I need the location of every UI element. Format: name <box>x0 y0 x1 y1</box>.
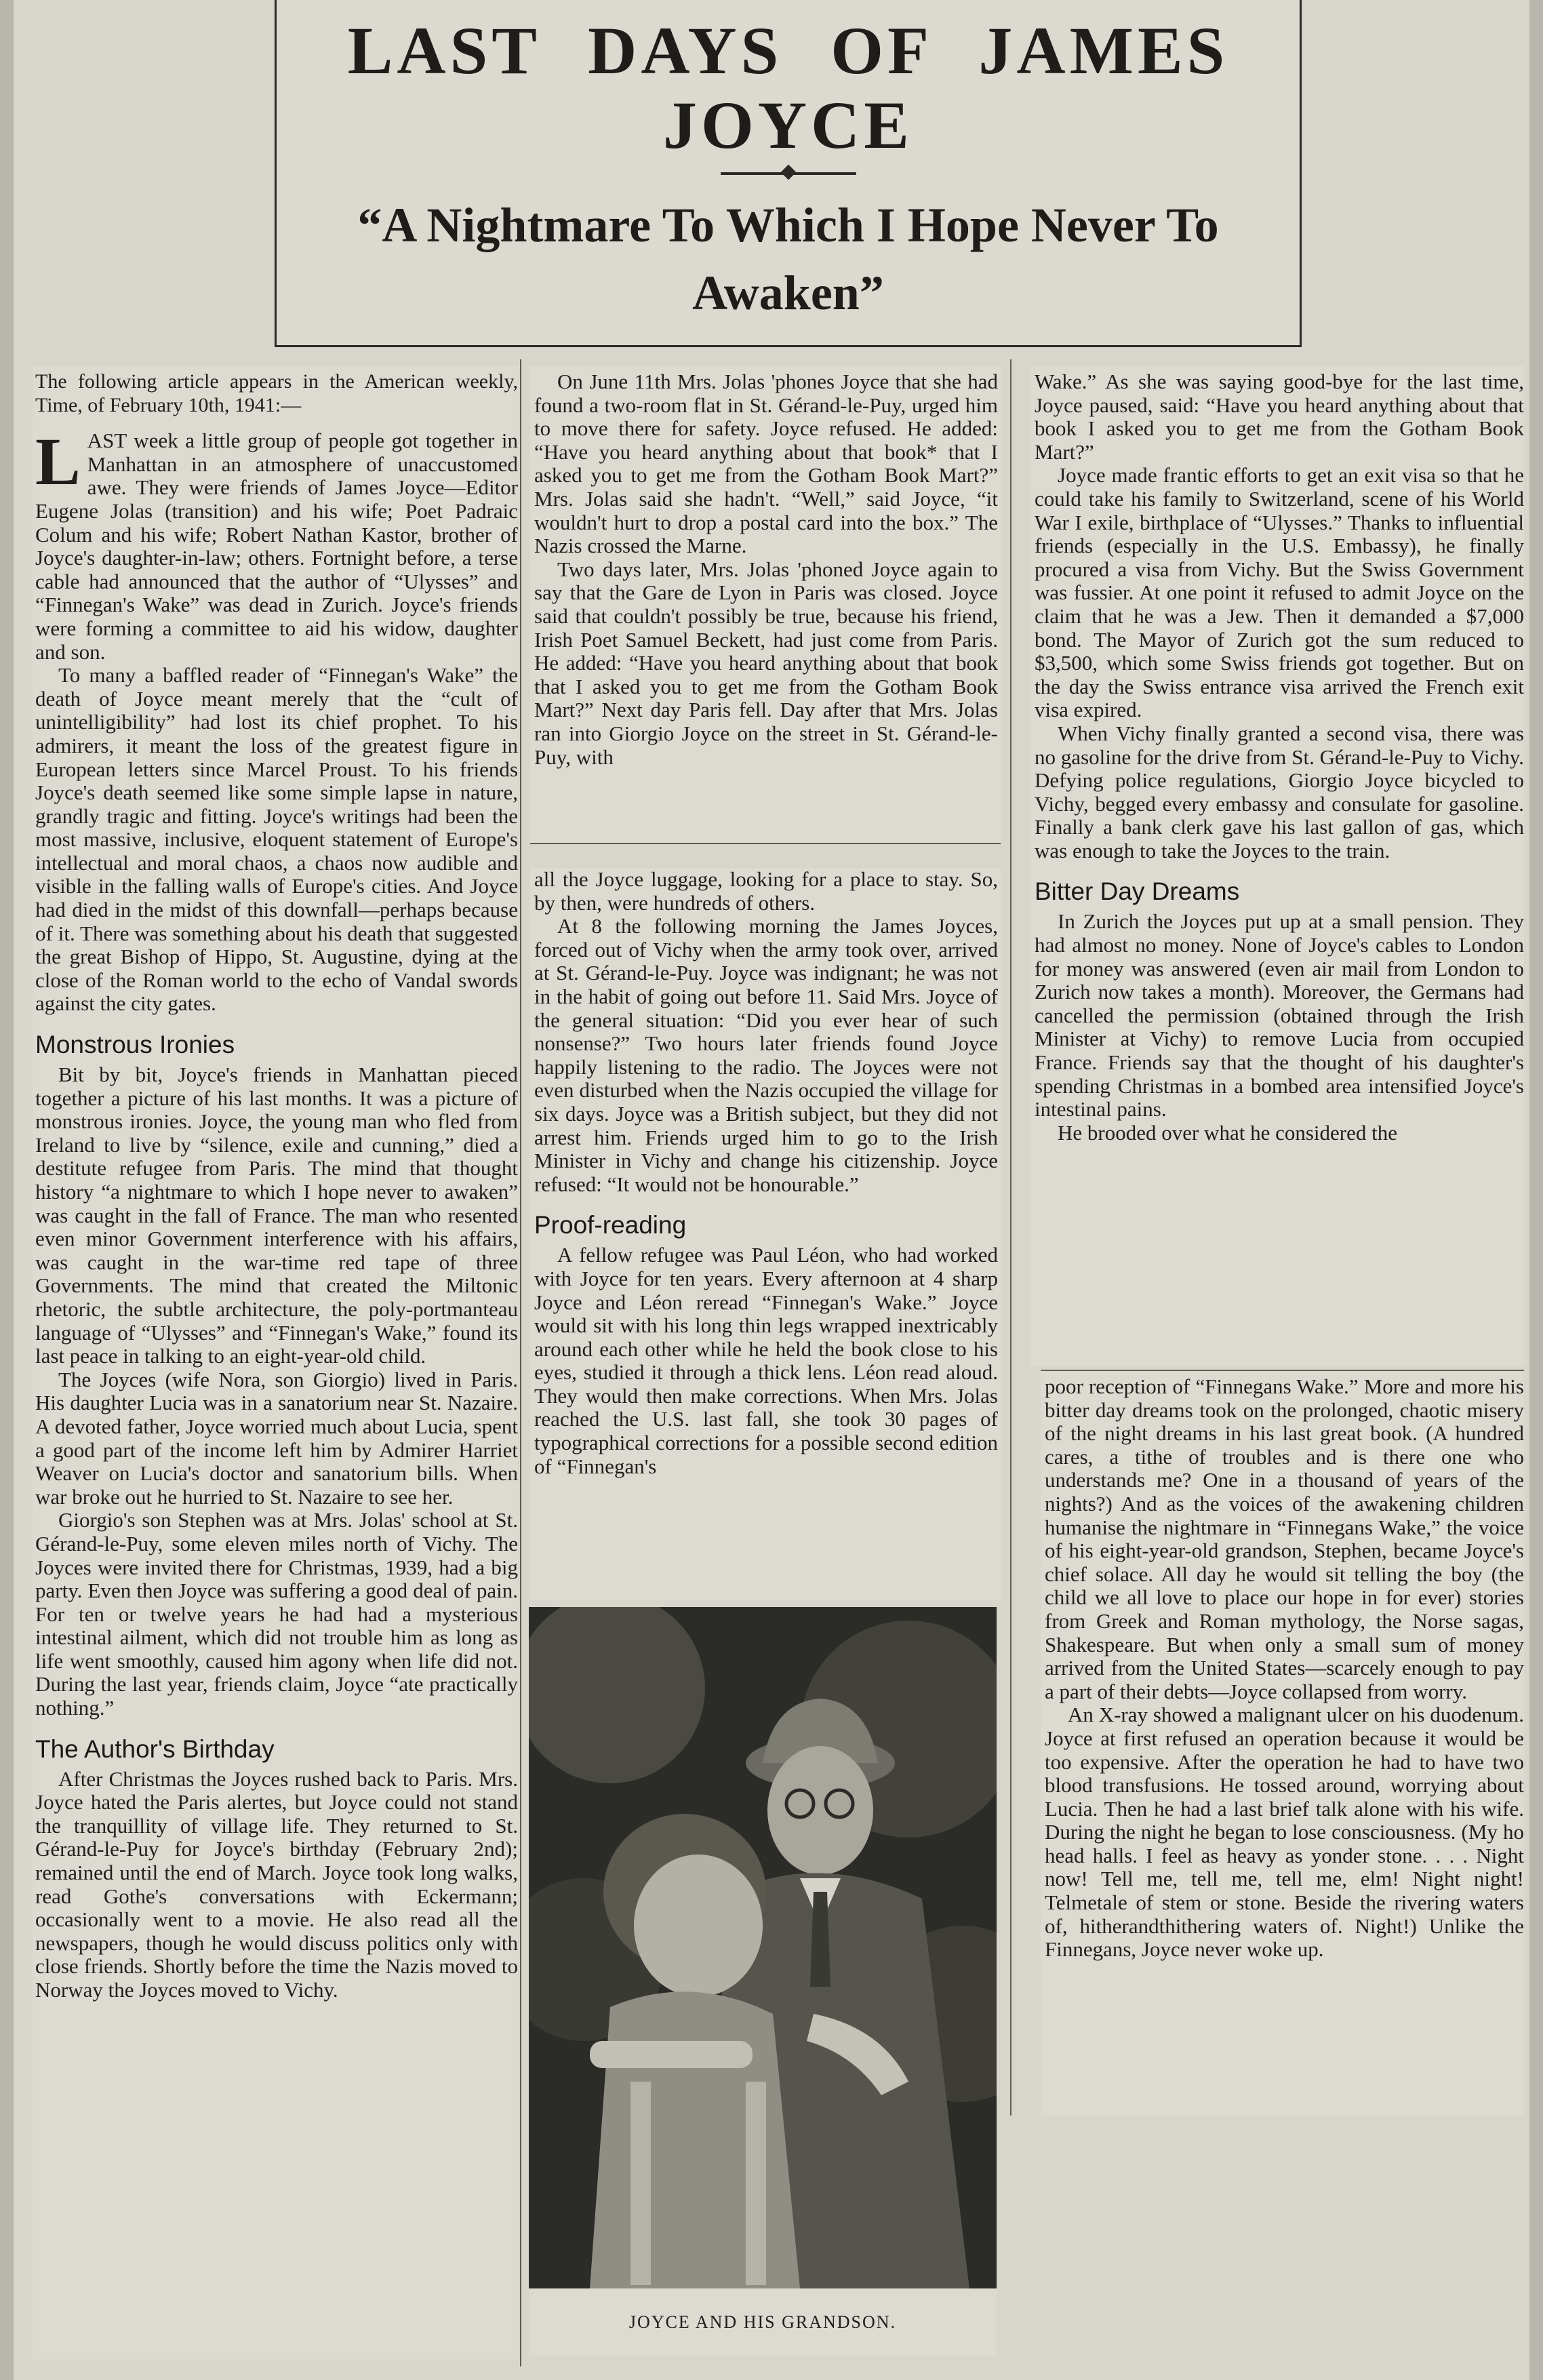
photo-illustration <box>529 1607 997 2288</box>
col3-bottom-paragraph-1: poor reception of “Finnegans Wake.” More and more his bitter day dreams took on the prolonged, chaotic misery of the night dreams in his last great book. (A hundred cares, a tithe of troubles and is there one who understands me? One in a thousand of years of the nights?) And as the voices of the awakening children humanise the nightmare in “Finnegans Wake,” the voice of his eight-year-old grandson, Stephen, became Joyce's chief solace. All day he would sit telling the boy (the child we all love to place our hope in for ever) stories from Greek and Roman mythology, the Norse sagas, Shakespeare. But when only a small sum of money arrived from the United States—scarcely enough to pay a part of their debts—Joyce collapsed from worry. <box>1045 1374 1524 1703</box>
section4-paragraph-2: He brooded over what he considered the <box>1058 1120 1397 1145</box>
section1-paragraph-3: Giorgio's son Stephen was at Mrs. Jolas' school at St. Gérand-le-Puy, some eleven miles north of Vichy. The Joyces were invited there for Christmas, 1939, had a big party. Even then Joyce was suffering a good deal of pain. For ten or twelve years he had had a mysterious intestinal ailment, which did not trouble him as long as life went smoothly, caused him agony when life did not. During the last year, friends claim, Joyce “ate practically nothing.” <box>35 1508 518 1720</box>
section3-paragraph-1: A fellow refugee was Paul Léon, who had worked with Joyce for ten years. Every afternoon at 4 sharp Joyce and Léon reread “Finnegan's Wake.” Joyce would sit with his long thin legs wrapped inextricably around each other while he held the book close to his eyes, studied it through a thick lens. Léon read aloud. They would then make corrections. When Mrs. Jolas reached the U.S. last fall, she took 30 pages of typographical corrections for a possible second edition of “Finnegan's <box>534 1243 998 1478</box>
section4-paragraph-1: In Zurich the Joyces put up at a small pension. They had almost no money. None of Joyce's cables to London for money was answered (even air mail from London to Zurich now takes a month). Moreover, the Germans had cancelled the permission (obtained through the Irish Minister at Vichy) to remove Lucia from occupied France. Friends say that the thought of his daughter's spending Christmas in a bombed area intensified Joyce's intestinal pains. <box>1035 909 1524 1122</box>
col2-paragraph-1: On June 11th Mrs. Jolas 'phones Joyce that she had found a two-room flat in St. Gérand-le-Puy, urged him to move there for safety. Joyce refused. He added: “Have you heard anything about that book* that I asked you to get me from the Gotham Book Mart?” Mrs. Jolas said she hadn't. “Well,” said Joyce, “it wouldn't hurt to drop a postal card into the box.” The Nazis crossed the Marne. <box>534 370 998 558</box>
section-heading-bitter-day-dreams: Bitter Day Dreams <box>1035 877 1240 906</box>
headline: LAST DAYS OF JAMES JOYCE <box>347 13 1229 163</box>
ornamental-rule <box>721 172 856 175</box>
section1-paragraph-2: The Joyces (wife Nora, son Giorgio) lived in Paris. His daughter Lucia was in a sanatorium near St. Nazaire. A devoted father, Joyce worried much about Lucia, spent a good part of the income left him by Admirer Harriet Weaver on Lucia's doctor and sanatorium bills. When war broke out he hurried to St. Nazaire to see her. <box>35 1367 518 1509</box>
section1-paragraph-1: Bit by bit, Joyce's friends in Manhattan pieced together a picture of his last months. It was a picture of monstrous ironies. Joyce, the young man who fled from Ireland to live by “silence, exile and cunning,” died a destitute refugee from Paris. The mind that thought history “a nightmare to which I hope never to awaken” was caught in the fall of France. The man who resented even minor Government interference with his affairs, was caught in the war-time red tape of three Governments. The mind that created the Miltonic rhetoric, the subtle architecture, the poly-portmanteau language of “Ulysses” and “Finnegan's Wake,” found its last peace in talking to an eight-year-old child. <box>35 1063 518 1368</box>
column-1 <box>33 366 518 2360</box>
lead-paragraph-2: To many a baffled reader of “Finnegan's Wake” the death of Joyce meant merely that the “cult of unintelligibility” had lost its chief prophet. To his admirers, it meant the loss of the greatest figure in European letters since Marcel Proust. To his friends Joyce's death seemed like some simple lapse in nature, grandly tragic and fitting. Joyce's writings had been the most massive, inclusive, eloquent statement of Europe's intellectual and moral chaos, a chaos now audible and visible in the falling walls of Europe's cities. And Joyce had died in the midst of this downfall—perhaps because of it. There was something about his death that suggested the great Bishop of Hippo, St. Augustine, dying at the close of the Roman world to the echo of Vandal swords against the city gates. <box>35 663 518 1016</box>
photo-joyce-and-grandson <box>529 1607 997 2288</box>
subheadline: “A Nightmare To Which I Hope Never To Awaken” <box>357 198 1219 320</box>
section-heading-authors-birthday: The Author's Birthday <box>35 1734 275 1763</box>
col2-paragraph-2: Two days later, Mrs. Jolas 'phoned Joyce again to say that the Gare de Lyon in Paris was closed. Joyce said that couldn't possibly be true, because his friend, Irish Poet Samuel Beckett, had just come from Paris. He added: “Have you heard anything about that book that I asked you to get me from the Gotham Book Mart?” Next day Paris fell. Day after that Mrs. Jolas ran into Giorgio Joyce on the street in St. Gérand-le-Puy, with <box>534 557 998 769</box>
lead-paragraph-1: LAST week a little group of people got together in Manhattan in an atmosphere of unaccustomed awe. They were friends of James Joyce—Editor Eugene Jolas (transition) and his wife; Poet Padraic Colum and his wife; Robert Nathan Kastor, brother of Joyce's daughter-in-law; others. Fortnight before, a terse cable had announced that the author of “Ulysses” and “Finnegan's Wake” was dead in Zurich. Joyce's friends were forming a committee to aid his widow, daughter and son. <box>35 424 518 664</box>
intro-note: The following article appears in the American weekly, Time, of February 10th, 1941:— <box>35 370 518 416</box>
col3-bottom-paragraph-2: An X-ray showed a malignant ulcer on his duodenum. Joyce at first refused an operation because it would be too expensive. After the operation he had to have two blood transfusions. He tossed around, worrying about Lucia. Then he had a last brief talk alone with his wife. During the night he began to lose consciousness. (My ho head halls. I feel as heavy as yonder stone. . . . Night now! Tell me, tell me, tell me, elm! Night night! Telmetale of stem or stone. Beside the rivering waters of, hitherandthithering waters of. Night!) Unlike the Finnegans, Joyce never woke up. <box>1045 1703 1524 1962</box>
column-2-top <box>530 366 1001 844</box>
headline-box <box>275 0 1302 347</box>
col3-paragraph-1: Joyce made frantic efforts to get an exit visa so that he could take his family to Switzerland, scene of his World War I exile, birthplace of “Ulysses.” Thanks to influential friends (especially in the U.S. Embassy), he finally procured a visa from Vichy. But the Swiss Government was fussier. At one point it refused to admit Joyce on the claim that he was a Jew. Then it demanded a $7,000 bond. The Mayor of Zurich got the sum reduced to $3,500, which some Swiss friends got together. But on the day the Swiss entrance visa arrived the French exit visa expired. <box>1035 463 1524 722</box>
column-3-bottom <box>1041 1370 1524 2116</box>
column-2-middle <box>530 868 1001 1600</box>
section-heading-proof-reading: Proof-reading <box>534 1211 687 1239</box>
section2-paragraph-1: After Christmas the Joyces rushed back to Paris. Mrs. Joyce hated the Paris alertes, but Joyce could not stand the tranquillity of village life. They returned to St. Gérand-le-Puy for Joyce's birthday (February 2nd); remained until the end of March. Joyce took long walks, read Gothe's conversations with Eckermann; occasionally went to a movie. He also read all the newspapers, though he would discuss politics only with close friends. Shortly before the time the Nazis moved to Norway the Joyces moved to Vichy. <box>35 1766 518 2002</box>
col3-continued-paragraph: Wake.” As she was saying good-bye for the last time, Joyce paused, said: “Have you heard anything about that book I asked you to get me from the Gotham Book Mart?” <box>1035 370 1524 464</box>
photo-caption: JOYCE AND HIS GRANDSON. <box>529 2288 997 2356</box>
col2-continued-paragraph: all the Joyce luggage, looking for a place to stay. So, by then, were hundreds of others. <box>534 868 998 915</box>
column-divider <box>520 359 521 2366</box>
column-divider <box>1010 359 1011 2116</box>
drop-cap-letter: L <box>35 424 81 500</box>
column-3-top <box>1030 366 1524 1366</box>
col3-paragraph-2: When Vichy finally granted a second visa, there was no gasoline for the drive from St. Gérand-le-Puy to Vichy. Defying police regulations, Giorgio Joyce bicycled to Vichy, begged every embassy and consulate for gasoline. Finally a bank clerk gave his last gallon of gas, which was enough to take the Joyces to the train. <box>1035 721 1524 862</box>
col2-paragraph-3: At 8 the following morning the James Joyces, forced out of Vichy when the army took over, arrived at St. Gérand-le-Puy. Joyce was indignant; he was not in the habit of going out before 11. Said Mrs. Joyce of the general situation: “Did you ever hear of such nonsense?” Two hours later friends found Joyce happily listening to the radio. The Joyces were not even disturbed when the Nazis occupied the village for six days. Joyce was a British subject, but they did not arrest him. Friends urged him to go to the Irish Minister in Vichy and change his citizenship. Joyce refused: “It would not be honourable.” <box>534 914 998 1196</box>
section-heading-monstrous-ironies: Monstrous Ironies <box>35 1031 235 1059</box>
newspaper-page <box>14 0 1529 2380</box>
